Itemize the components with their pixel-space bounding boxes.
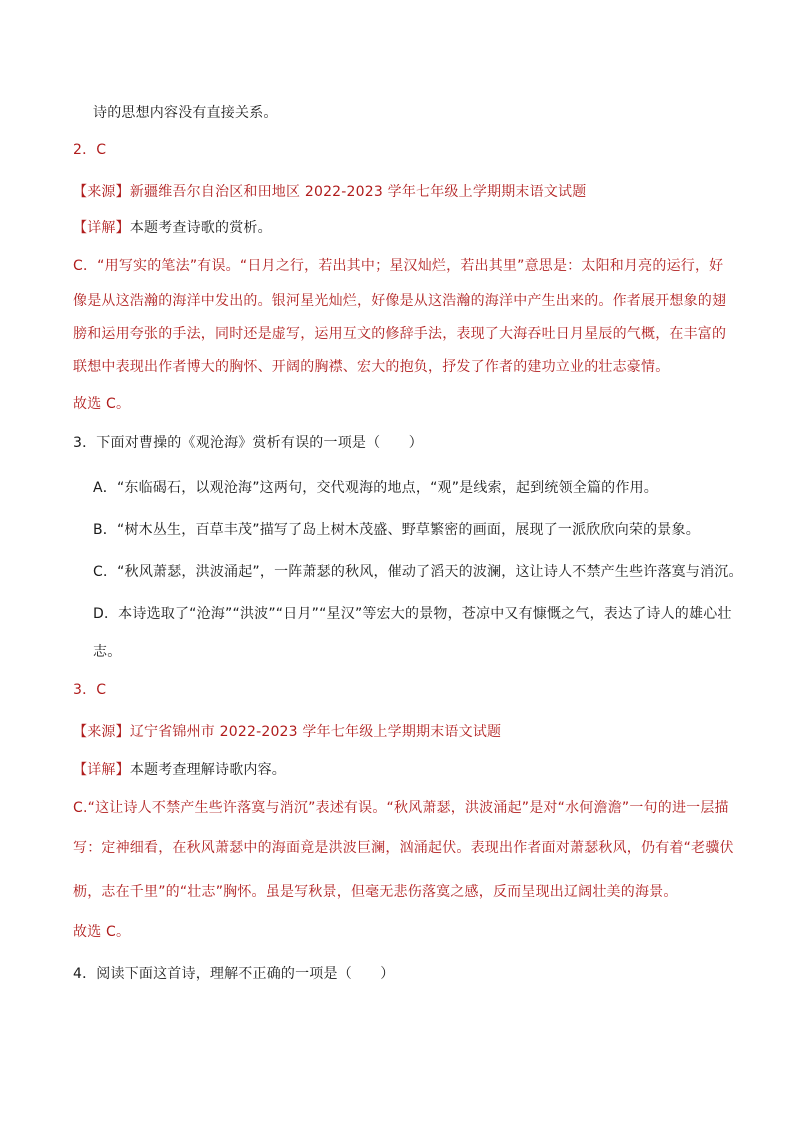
- answer-number: 3．C: [73, 682, 107, 698]
- option-a: A．“东临碣石，以观沧海”这两句，交代观海的地点，“观”是线索，起到统领全篇的作用。: [93, 480, 658, 496]
- answer-text-line: 诗的思想内容没有直接关系。: [93, 105, 278, 121]
- question-stem: 4．阅读下面这首诗，理解不正确的一项是（ ）: [73, 966, 395, 982]
- option-d: D．本诗选取了“沧海”“洪波”“日月”“星汉”等宏大的景物，苍凉中又有慷慨之气，表达了诗人的雄心壮: [93, 606, 732, 622]
- conclusion-line: 故选 C。: [73, 924, 131, 940]
- source-tag: 【来源】: [73, 184, 130, 200]
- source-text: 辽宁省锦州市 2022-2023 学年七年级上学期期末语文试题: [129, 724, 502, 740]
- analysis-paragraph-line: C．“用写实的笔法”有误。“日月之行，若出其中；星汉灿烂，若出其里”意思是：太阳和月亮的运行，好: [73, 258, 724, 274]
- source-line: [73, 182, 586, 202]
- source-text: 新疆维吾尔自治区和田地区 2022-2023 学年七年级上学期期末语文试题: [129, 184, 587, 200]
- source-tag: 【来源】: [73, 724, 130, 740]
- analysis-line: [73, 218, 272, 238]
- answer-number: 2．C: [73, 142, 107, 158]
- analysis-line: [73, 760, 286, 780]
- analysis-paragraph-line: 像是从这浩瀚的海洋中发出的。银河星光灿烂，好像是从这浩瀚的海洋中产生出来的。作者展开想象的翅: [73, 293, 727, 309]
- analysis-paragraph-line: 枥，志在千里”的“壮志”胸怀。虽是写秋景，但毫无悲伤落寞之感，反而呈现出辽阔壮美的海景。: [73, 884, 678, 900]
- analysis-paragraph-line: 写：定神细看，在秋风萧瑟中的海面竟是洪波巨澜，汹涌起伏。表现出作者面对萧瑟秋风，仍有着“老骥伏: [73, 840, 734, 856]
- option-c: C．“秋风萧瑟，洪波涌起”，一阵萧瑟的秋风，催动了滔天的波澜，这让诗人不禁产生些许落寞与消沉。: [93, 564, 743, 580]
- option-d-continued: 志。: [93, 644, 122, 660]
- question-stem: 3．下面对曹操的《观沧海》赏析有误的一项是（ ）: [73, 435, 423, 451]
- option-b: B．“树木丛生，百草丰茂”描写了岛上树木茂盛、野草繁密的画面，展现了一派欣欣向荣的景象。: [93, 522, 700, 538]
- analysis-paragraph-line: 联想中表现出作者博大的胸怀、开阔的胸襟、宏大的抱负，抒发了作者的建功立业的壮志豪情。: [73, 359, 670, 375]
- source-line: [73, 722, 501, 742]
- analysis-tag: 【详解】: [73, 762, 130, 778]
- conclusion-line: 故选 C。: [73, 396, 131, 412]
- analysis-paragraph-line: 膀和运用夸张的手法，同时还是虚写，运用互文的修辞手法，表现了大海吞吐日月星辰的气概，在丰富的: [73, 326, 727, 342]
- analysis-paragraph-line: C.“这让诗人不禁产生些许落寞与消沉”表述有误。“秋风萧瑟，洪波涌起”是对“水何澹澹”一句的进一层描: [73, 800, 729, 816]
- analysis-text: 本题考查诗歌的赏析。: [129, 220, 272, 236]
- analysis-tag: 【详解】: [73, 220, 130, 236]
- analysis-text: 本题考查理解诗歌内容。: [129, 762, 287, 778]
